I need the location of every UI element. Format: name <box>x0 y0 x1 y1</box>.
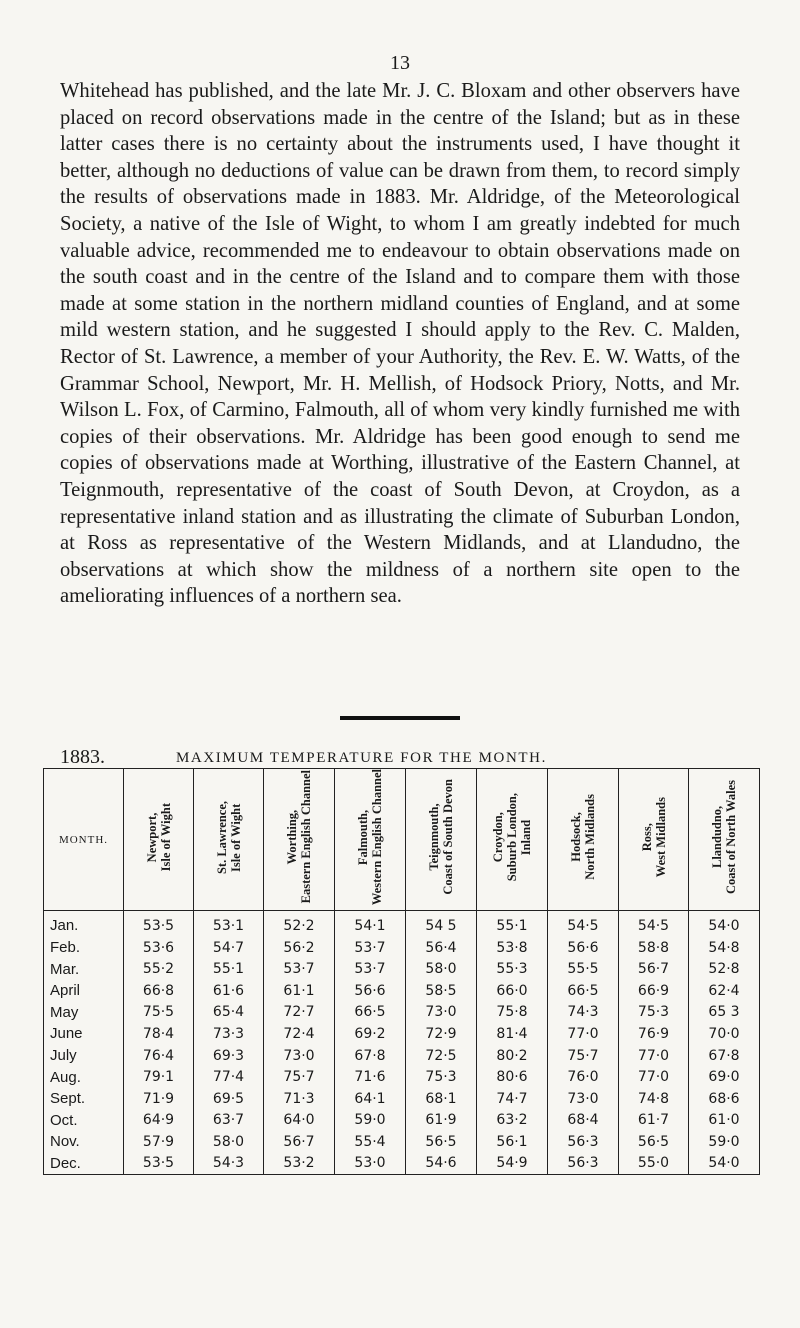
temperature-cell: 64·1 <box>335 1088 406 1110</box>
temperature-cell: 75·7 <box>264 1066 335 1088</box>
temperature-cell: 54·9 <box>477 1153 548 1175</box>
column-header-label: Ross, West Midlands <box>639 796 668 878</box>
month-cell: Oct. <box>44 1109 124 1131</box>
temperature-cell: 74·7 <box>477 1088 548 1110</box>
temperature-cell: 77·0 <box>619 1045 689 1067</box>
table-row <box>44 937 760 959</box>
temperature-cell: 74·8 <box>619 1088 689 1110</box>
month-cell: April <box>44 980 124 1002</box>
temperature-cell: 75·3 <box>406 1066 477 1088</box>
temperature-cell: 69·5 <box>194 1088 264 1110</box>
temperature-cell: 75·5 <box>124 1002 194 1024</box>
temperature-cell: 77·4 <box>194 1066 264 1088</box>
temperature-cell: 69·2 <box>335 1023 406 1045</box>
table-row <box>44 1023 760 1045</box>
column-header-label: Newport, Isle of Wight <box>144 802 173 872</box>
temperature-cell: 53·2 <box>264 1153 335 1175</box>
month-cell: May <box>44 1002 124 1024</box>
temperature-cell: 53·6 <box>124 937 194 959</box>
table-row <box>44 1088 760 1110</box>
table-header-row <box>44 769 760 911</box>
temperature-cell: 72·9 <box>406 1023 477 1045</box>
temperature-cell: 69·0 <box>689 1066 760 1088</box>
temperature-cell: 73·0 <box>548 1088 619 1110</box>
temperature-cell: 58·0 <box>406 958 477 980</box>
temperature-cell: 71·3 <box>264 1088 335 1110</box>
temperature-cell: 55·1 <box>477 911 548 937</box>
month-cell: Aug. <box>44 1066 124 1088</box>
temperature-cell: 64·9 <box>124 1109 194 1131</box>
table-row <box>44 958 760 980</box>
column-header-label: Hodsock, North Midlands <box>569 794 597 880</box>
column-header-label: Worthing, Eastern English Channel <box>285 770 313 904</box>
temperature-cell: 75·7 <box>548 1045 619 1067</box>
temperature-cell: 52·2 <box>264 911 335 937</box>
table-year: 1883. <box>60 746 105 768</box>
temperature-cell: 68·6 <box>689 1088 760 1110</box>
temperature-cell: 58·0 <box>194 1131 264 1153</box>
temperature-cell: 59·0 <box>335 1109 406 1131</box>
month-cell: Dec. <box>44 1153 124 1175</box>
temperature-cell: 75·8 <box>477 1002 548 1024</box>
temperature-cell: 76·4 <box>124 1045 194 1067</box>
temperature-cell: 71·9 <box>124 1088 194 1110</box>
table-row <box>44 911 760 937</box>
table-row <box>44 1131 760 1153</box>
column-header-ross <box>619 769 689 911</box>
temperature-cell: 52·8 <box>689 958 760 980</box>
column-header-teignmouth <box>406 769 477 911</box>
temperature-cell: 61·7 <box>619 1109 689 1131</box>
temperature-cell: 66·0 <box>477 980 548 1002</box>
month-cell: June <box>44 1023 124 1045</box>
temperature-cell: 68·1 <box>406 1088 477 1110</box>
temperature-cell: 54·1 <box>335 911 406 937</box>
column-header-label: St. Lawrence, Isle of Wight <box>214 800 243 874</box>
temperature-cell: 55·0 <box>619 1153 689 1175</box>
temperature-cell: 54·5 <box>619 911 689 937</box>
temperature-cell: 71·6 <box>335 1066 406 1088</box>
temperature-cell: 75·3 <box>619 1002 689 1024</box>
column-header-newport <box>124 769 194 911</box>
temperature-cell: 80·6 <box>477 1066 548 1088</box>
temperature-cell: 68·4 <box>548 1109 619 1131</box>
temperature-cell: 55·4 <box>335 1131 406 1153</box>
month-cell: Sept. <box>44 1088 124 1110</box>
column-header-hodsock <box>548 769 619 911</box>
table-row <box>44 1066 760 1088</box>
temperature-cell: 66·5 <box>335 1002 406 1024</box>
temperature-cell: 67·8 <box>689 1045 760 1067</box>
temperature-cell: 76·0 <box>548 1066 619 1088</box>
temperature-cell: 66·9 <box>619 980 689 1002</box>
table-row <box>44 1002 760 1024</box>
month-column-header <box>44 769 124 911</box>
temperature-cell: 77·0 <box>619 1066 689 1088</box>
temperature-cell: 67·8 <box>335 1045 406 1067</box>
table-caption: MAXIMUM TEMPERATURE FOR THE MONTH. <box>176 750 547 766</box>
temperature-cell: 53·0 <box>335 1153 406 1175</box>
temperature-cell: 54·3 <box>194 1153 264 1175</box>
temperature-cell: 61·0 <box>689 1109 760 1131</box>
temperature-cell: 54 5 <box>406 911 477 937</box>
month-cell: Jan. <box>44 911 124 937</box>
max-temperature-table <box>43 768 760 1175</box>
temperature-cell: 78·4 <box>124 1023 194 1045</box>
temperature-cell: 54·7 <box>194 937 264 959</box>
table-row <box>44 1153 760 1175</box>
temperature-cell: 55·5 <box>548 958 619 980</box>
temperature-cell: 56·1 <box>477 1131 548 1153</box>
temperature-cell: 69·3 <box>194 1045 264 1067</box>
temperature-cell: 63·7 <box>194 1109 264 1131</box>
temperature-cell: 55·3 <box>477 958 548 980</box>
month-cell: Nov. <box>44 1131 124 1153</box>
temperature-cell: 56·4 <box>406 937 477 959</box>
temperature-cell: 63·2 <box>477 1109 548 1131</box>
temperature-cell: 58·5 <box>406 980 477 1002</box>
table-body <box>44 911 760 1175</box>
column-header-llandudno <box>689 769 760 911</box>
column-header-label: Teignmouth, Coast of South Devon <box>427 779 455 895</box>
temperature-cell: 53·7 <box>335 937 406 959</box>
temperature-cell: 64·0 <box>264 1109 335 1131</box>
temperature-cell: 53·5 <box>124 1153 194 1175</box>
temperature-cell: 58·8 <box>619 937 689 959</box>
page-number: 13 <box>390 52 410 74</box>
temperature-cell: 80·2 <box>477 1045 548 1067</box>
column-header-label: Falmouth, Western English Channel <box>356 769 384 906</box>
table-row <box>44 1109 760 1131</box>
temperature-cell: 66·5 <box>548 980 619 1002</box>
temperature-cell: 55·1 <box>194 958 264 980</box>
temperature-cell: 72·7 <box>264 1002 335 1024</box>
temperature-cell: 56·3 <box>548 1153 619 1175</box>
temperature-cell: 72·4 <box>264 1023 335 1045</box>
temperature-cell: 53·5 <box>124 911 194 937</box>
temperature-cell: 54·5 <box>548 911 619 937</box>
temperature-cell: 81·4 <box>477 1023 548 1045</box>
month-cell: July <box>44 1045 124 1067</box>
month-header-label: MONTH. <box>58 833 109 846</box>
temperature-cell: 56·6 <box>335 980 406 1002</box>
temperature-cell: 70·0 <box>689 1023 760 1045</box>
temperature-cell: 61·6 <box>194 980 264 1002</box>
temperature-cell: 53·1 <box>194 911 264 937</box>
temperature-cell: 73·3 <box>194 1023 264 1045</box>
temperature-cell: 79·1 <box>124 1066 194 1088</box>
temperature-cell: 56·5 <box>406 1131 477 1153</box>
column-header-croydon <box>477 769 548 911</box>
temperature-cell: 74·3 <box>548 1002 619 1024</box>
month-cell: Mar. <box>44 958 124 980</box>
temperature-cell: 56·2 <box>264 937 335 959</box>
temperature-cell: 59·0 <box>689 1131 760 1153</box>
column-header-st-lawrence <box>194 769 264 911</box>
temperature-cell: 76·9 <box>619 1023 689 1045</box>
temperature-cell: 66·8 <box>124 980 194 1002</box>
temperature-cell: 61·9 <box>406 1109 477 1131</box>
temperature-cell: 56·6 <box>548 937 619 959</box>
temperature-cell: 54·8 <box>689 937 760 959</box>
temperature-cell: 65 3 <box>689 1002 760 1024</box>
temperature-cell: 54·6 <box>406 1153 477 1175</box>
temperature-cell: 53·7 <box>264 958 335 980</box>
temperature-cell: 56·7 <box>619 958 689 980</box>
column-header-worthing <box>264 769 335 911</box>
temperature-cell: 73·0 <box>406 1002 477 1024</box>
section-divider <box>340 716 460 720</box>
month-cell: Feb. <box>44 937 124 959</box>
body-paragraph: Whitehead has published, and the late Mr. J. C. Bloxam and other observers have placed on record observations made in the centre of the Island; but as in these latter cases there is no certainty about the instruments used, I have thought it better, although no deductions of value can be drawn from them, to record simply the results of observations made in 1883. Mr. Aldridge, of the Meteorological Society, a native of the Isle of Wight, to whom I am greatly indebted for much valuable advice, recommended me to endeavour to obtain observations made on the south coast and in the centre of the Island and to compare them with those made at some station in the northern midland counties of England, and at some mild western station, and he suggested I should apply to the Rev. C. Malden, Rector of St. Lawrence, a member of your Authority, the Rev. E. W. Watts, of the Grammar School, Newport, Mr. H. Mellish, of Hodsock Priory, Notts, and Mr. Wilson L. Fox, of Carmino, Falmouth, all of whom very kindly furnished me with copies of their observations. Mr. Aldridge has been good enough to send me copies of observations made at Worthing, illustrative of the Eastern Channel, at Teignmouth, representative of the coast of South Devon, at Croydon, as a representative inland station and as illustrating the climate of Suburban London, at Ross as representative of the Western Midlands, and at Llandudno, the observations at which show the mildness of a northern site open to the ameliorating influences of a northern sea. <box>60 80 740 608</box>
table-row <box>44 980 760 1002</box>
temperature-cell: 53·7 <box>335 958 406 980</box>
temperature-cell: 72·5 <box>406 1045 477 1067</box>
temperature-cell: 56·7 <box>264 1131 335 1153</box>
column-header-falmouth <box>335 769 406 911</box>
temperature-cell: 57·9 <box>124 1131 194 1153</box>
temperature-table-wrapper <box>43 768 759 1175</box>
temperature-cell: 53·8 <box>477 937 548 959</box>
temperature-cell: 55·2 <box>124 958 194 980</box>
column-header-label: Croydon, Suburb London, Inland <box>491 792 533 882</box>
temperature-cell: 73·0 <box>264 1045 335 1067</box>
temperature-cell: 54·0 <box>689 1153 760 1175</box>
temperature-cell: 62·4 <box>689 980 760 1002</box>
temperature-cell: 56·5 <box>619 1131 689 1153</box>
table-row <box>44 1045 760 1067</box>
column-header-label: Llandudno, Coast of North Wales <box>710 780 738 895</box>
temperature-cell: 77·0 <box>548 1023 619 1045</box>
temperature-cell: 54·0 <box>689 911 760 937</box>
temperature-cell: 65·4 <box>194 1002 264 1024</box>
temperature-cell: 56·3 <box>548 1131 619 1153</box>
temperature-cell: 61·1 <box>264 980 335 1002</box>
